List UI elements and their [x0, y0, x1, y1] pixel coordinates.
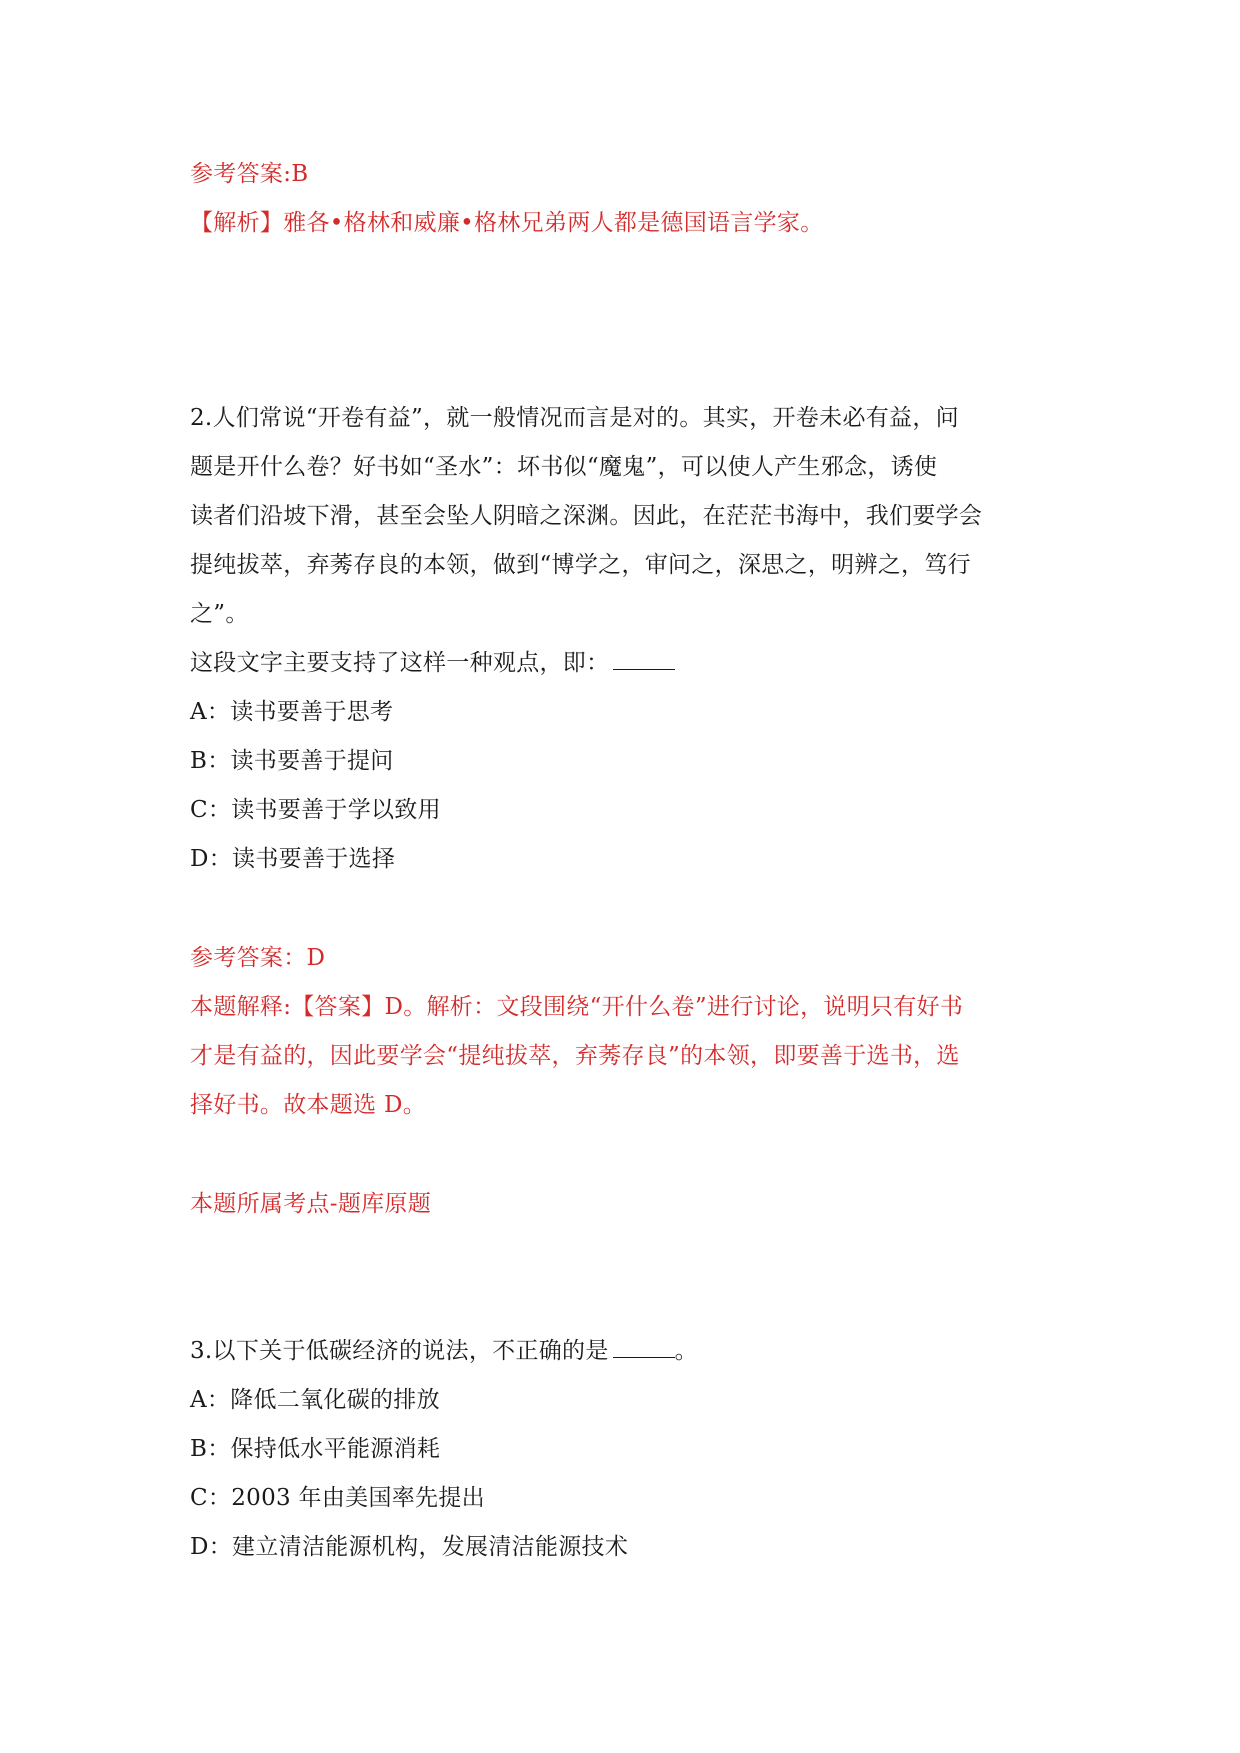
question-3-stem-row [190, 1327, 1050, 1376]
question-3-stem-end: 。 [674, 1338, 698, 1364]
question-3-option-d: D：建立清洁能源机构，发展清洁能源技术 [190, 1534, 629, 1560]
question-2-source: 本题所属考点-题库原题 [190, 1191, 432, 1217]
answer-1: 参考答案:B [190, 161, 309, 187]
question-2-line-4: 提纯拔萃，弃莠存良的本领，做到“博学之，审问之，深思之，明辨之，笃行 [190, 552, 971, 578]
question-2-line-2: 题是开什么卷？好书如“圣水”：坏书似“魔鬼”，可以使人产生邪念，诱使 [190, 454, 938, 480]
explanation-2-line-3: 择好书。故本题选 D。 [190, 1092, 427, 1118]
answer-2: 参考答案：D [190, 945, 326, 971]
question-2-line-3: 读者们沿坡下滑，甚至会坠人阴暗之深渊。因此，在茫茫书海中，我们要学会 [190, 503, 983, 529]
explanation-2-line-1: 本题解释:【答案】D。解析：文段围绕“开什么卷”进行讨论，说明只有好书 [190, 994, 964, 1020]
explanation-1: 【解析】雅各•格林和威廉•格林兄弟两人都是德国语言学家。 [190, 210, 824, 236]
question-3-option-c: C：2003 年由美国率先提出 [190, 1485, 485, 1511]
question-2-line-1: 2.人们常说“开卷有益”，就一般情况而言是对的。其实，开卷未必有益，问 [190, 405, 959, 431]
question-2-line-5: 之”。 [190, 601, 249, 627]
question-3-option-b: B：保持低水平能源消耗 [190, 1436, 441, 1462]
question-2-option-a: A：读书要善于思考 [190, 699, 394, 725]
answer-blank [613, 1331, 675, 1358]
question-2-option-b: B：读书要善于提问 [190, 748, 394, 774]
explanation-2-line-2: 才是有益的，因此要学会“提纯拔萃，弃莠存良”的本领，即要善于选书，选 [190, 1043, 960, 1069]
question-3-stem: 3.以下关于低碳经济的说法，不正确的是 [190, 1338, 609, 1364]
question-3-option-a: A：降低二氧化碳的排放 [190, 1387, 440, 1413]
question-2-prompt: 这段文字主要支持了这样一种观点，即： [190, 650, 610, 676]
answer-blank [613, 643, 675, 670]
question-2-option-d: D：读书要善于选择 [190, 846, 396, 872]
question-2-prompt-row [190, 639, 1050, 688]
question-2-option-c: C：读书要善于学以致用 [190, 797, 441, 823]
